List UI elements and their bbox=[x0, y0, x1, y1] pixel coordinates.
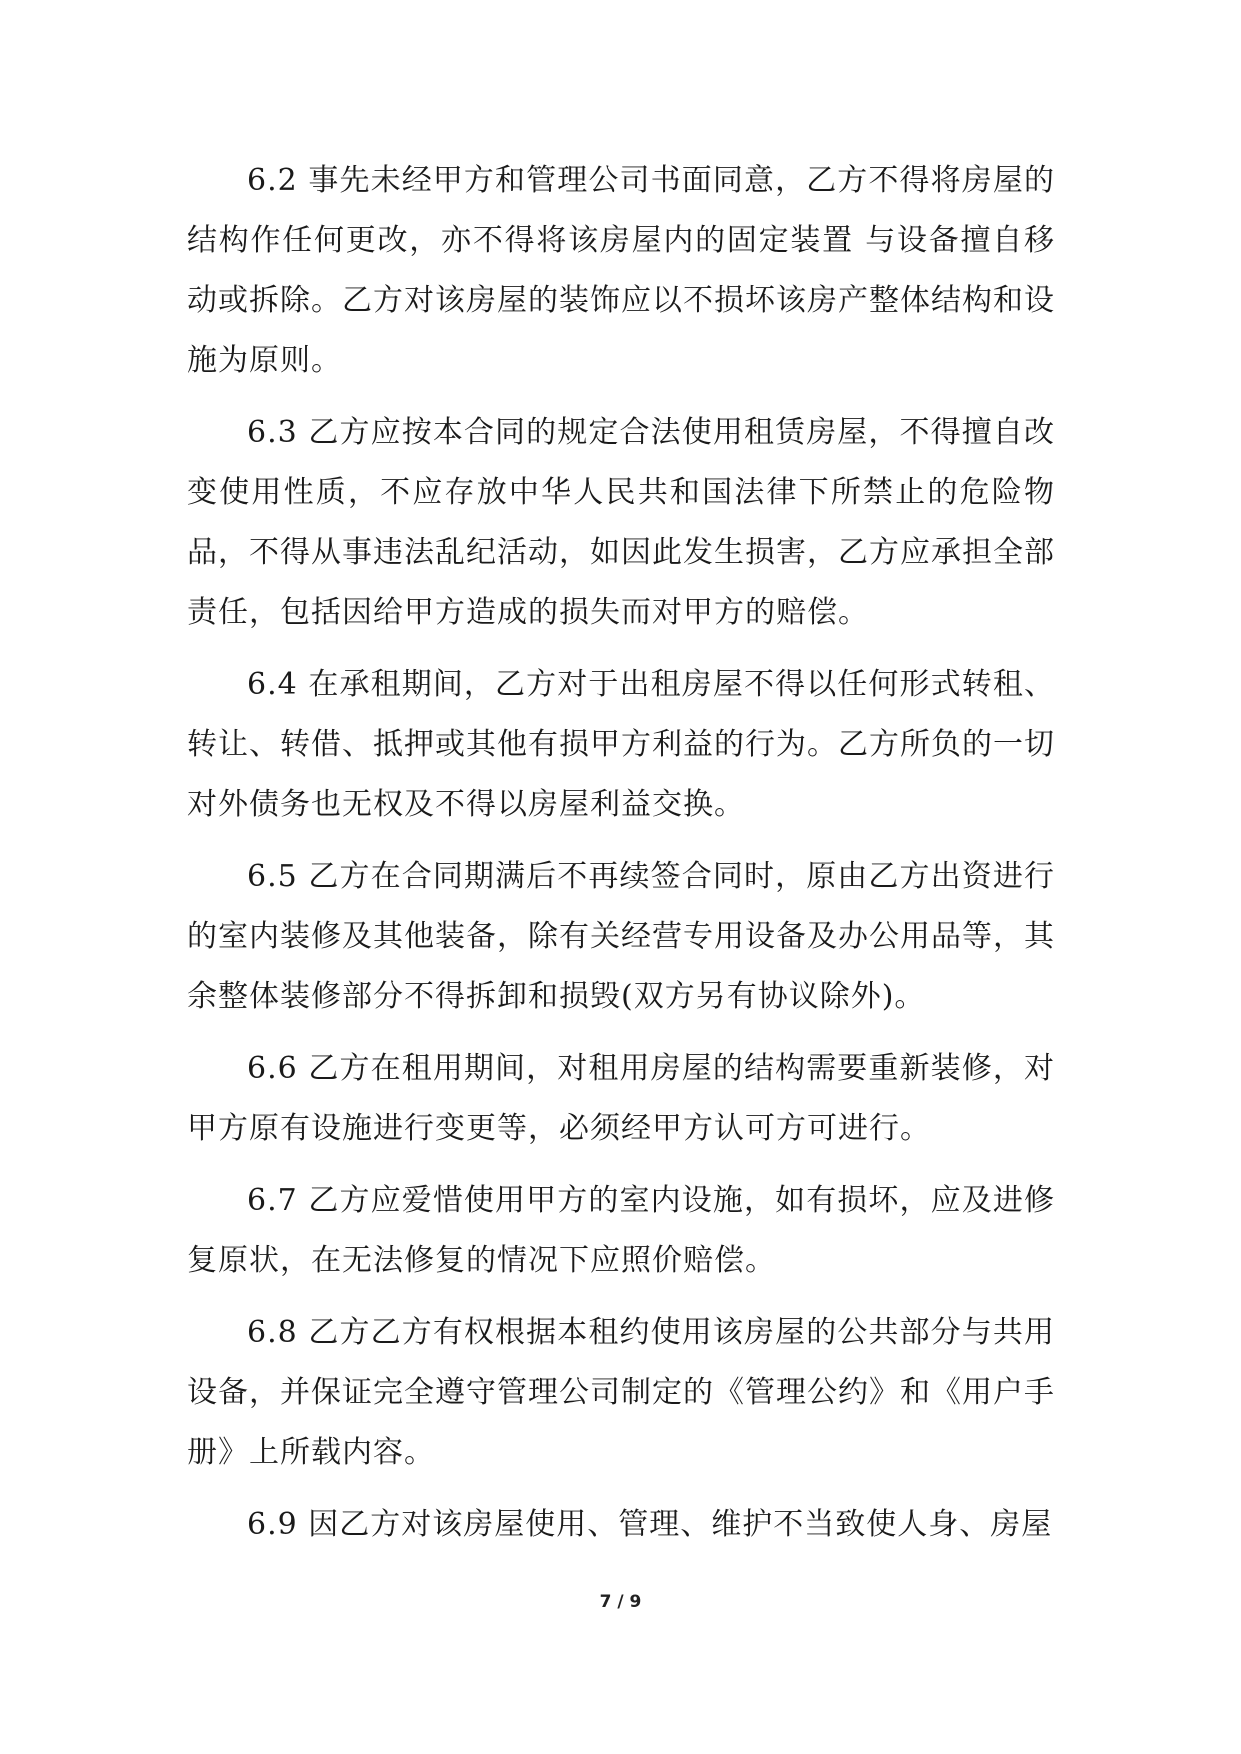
page-number: 7 / 9 bbox=[599, 1592, 642, 1612]
clause-6-9: 6.9 因乙方对该房屋使用、管理、维护不当致使人身、房屋 bbox=[247, 1507, 1053, 1542]
clause-6-2: 6.2 事先未经甲方和管理公司书面同意，乙方不得将房屋的结构作任何更改，亦不得将该房屋内的固定装置 与设备擅自移动或拆除。乙方对该房屋的装饰应以不损坏该房产整体结构和设施为原则。 bbox=[187, 163, 1055, 378]
clause-6-5: 6.5 乙方在合同期满后不再续签合同时，原由乙方出资进行的室内装修及其他装备，除有关经营专用设备及办公用品等，其余整体装修部分不得拆卸和损毁(双方另有协议除外)。 bbox=[187, 859, 1055, 1014]
clause-6-4: 6.4 在承租期间，乙方对于出租房屋不得以任何形式转租、转让、转借、抵押或其他有损甲方利益的行为。乙方所负的一切对外债务也无权及不得以房屋利益交换。 bbox=[187, 667, 1055, 822]
clause-6-3: 6.3 乙方应按本合同的规定合法使用租赁房屋，不得擅自改变使用性质，不应存放中华人民共和国法律下所禁止的危险物品，不得从事违法乱纪活动，如因此发生损害，乙方应承担全部责任，包括因给甲方造成的损失而对甲方的赔偿。 bbox=[187, 415, 1055, 630]
clause-6-8: 6.8 乙方乙方有权根据本租约使用该房屋的公共部分与共用设备，并保证完全遵守管理公司制定的《管理公约》和《用户手册》上所载内容。 bbox=[187, 1315, 1055, 1470]
document-body bbox=[187, 151, 1055, 1567]
clause-6-7: 6.7 乙方应爱惜使用甲方的室内设施，如有损坏，应及进修复原状，在无法修复的情况下应照价赔偿。 bbox=[187, 1183, 1055, 1278]
clause-6-6: 6.6 乙方在租用期间，对租用房屋的结构需要重新装修，对甲方原有设施进行变更等，必须经甲方认可方可进行。 bbox=[187, 1051, 1055, 1146]
